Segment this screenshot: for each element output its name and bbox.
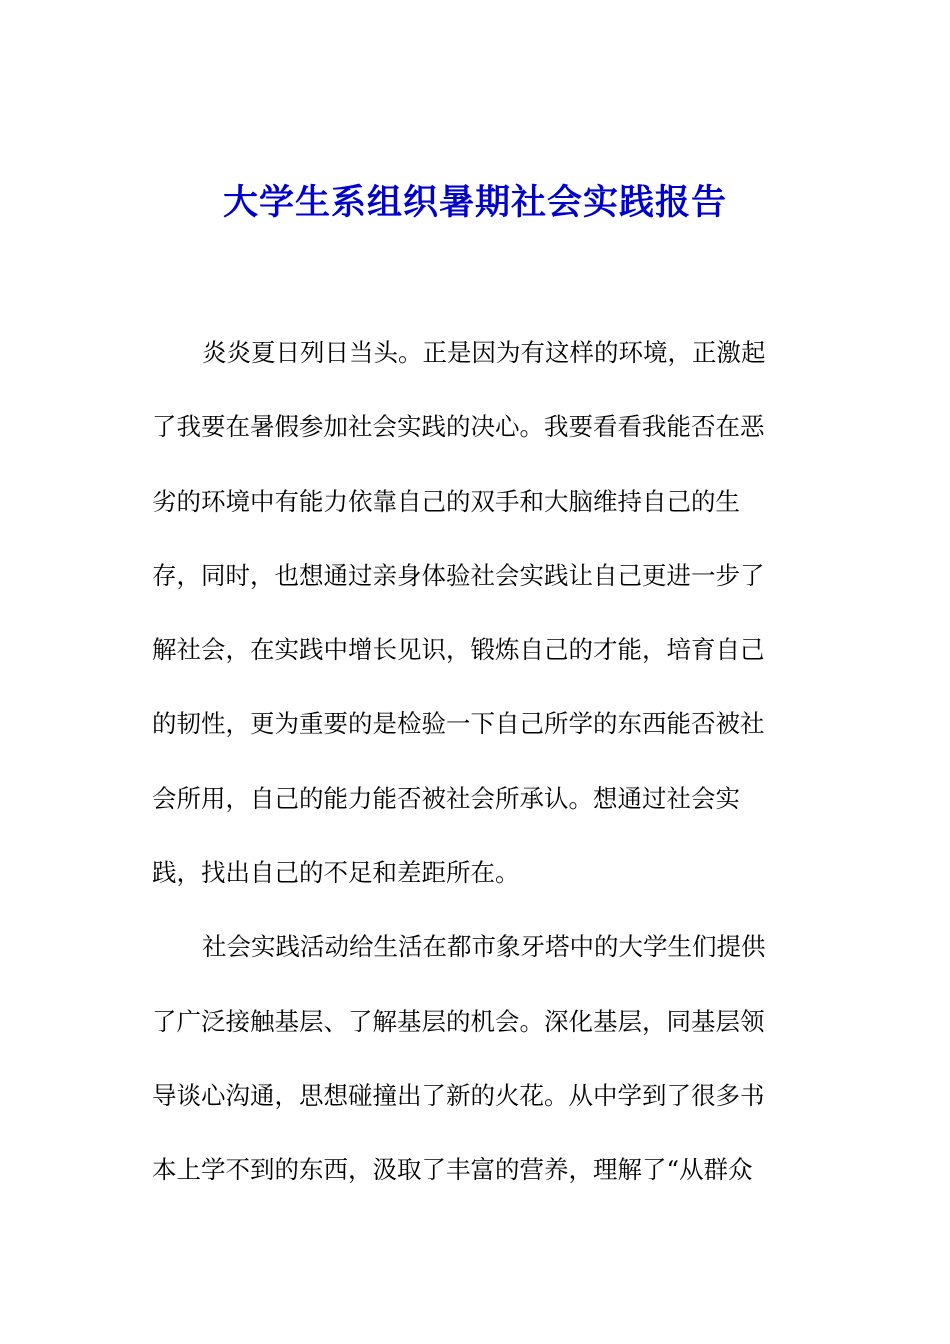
document-body <box>152 328 802 1220</box>
paragraph-line: 本上学不到的东西，汲取了丰富的营养，理解了“从群众 <box>152 1155 753 1185</box>
paragraph-line: 的韧性，更为重要的是检验一下自己所学的东西能否被社 <box>152 709 765 739</box>
paragraph-line: 践，找出自己的不足和差距所在。 <box>152 858 520 888</box>
document-title: 大学生系组织暑期社会实践报告 <box>222 182 727 223</box>
paragraph-line: 解社会，在实践中增长见识，锻炼自己的才能，培育自己 <box>152 635 765 665</box>
paragraph-line: 社会实践活动给生活在都市象牙塔中的大学生们提供 <box>202 932 766 962</box>
paragraph-line: 会所用，自己的能力能否被社会所承认。想通过社会实 <box>152 783 740 813</box>
paragraph-line: 了广泛接触基层、了解基层的机会。深化基层，同基层领 <box>152 1006 765 1036</box>
paragraph-line: 劣的环境中有能力依靠自己的双手和大脑维持自己的生 <box>152 486 740 516</box>
paragraph-line: 导谈心沟通，思想碰撞出了新的火花。从中学到了很多书 <box>152 1080 765 1110</box>
paragraph-line: 存，同时，也想通过亲身体验社会实践让自己更进一步了 <box>152 560 765 590</box>
paragraph-line: 了我要在暑假参加社会实践的决心。我要看看我能否在恶 <box>152 412 765 442</box>
paragraph-line: 炎炎夏日列日当头。正是因为有这样的环境，正激起 <box>202 338 766 367</box>
